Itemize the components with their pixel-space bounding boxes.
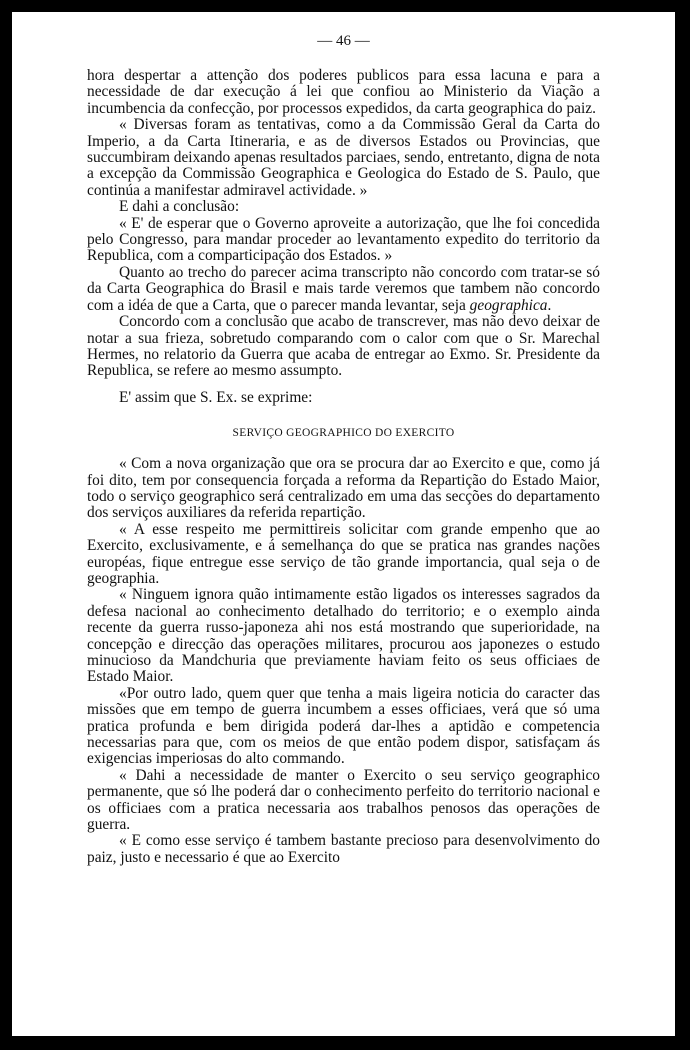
- quote-paragraph: «Por outro lado, quem quer que tenha a mais ligeira noticia do caracter das missões que em tempo de guerra incumbem a esses officiaes, verá que só uma pratica profunda e bem dirigida poderá dar-lhes a aptidão e competencia necessarias para que, com os meios de que então podem dispor, satisfaçam ás exigencias imperiosas do alto commando.: [87, 684, 600, 768]
- page-number: — 46 —: [317, 33, 370, 49]
- emphasis-text: geographica: [469, 296, 548, 314]
- paragraph: « E' de esperar que o Governo aproveite a autorização, que lhe foi concedida pelo Congresso, para mandar proceder ao levantamento expedito do territorio da Republica, com a comparticipação dos Estados. »: [87, 214, 600, 265]
- section-heading: SERVIÇO GEOGRAPHICO DO EXERCITO: [232, 427, 455, 440]
- paragraph: « Diversas foram as tentativas, como a da Commissão Geral da Carta do Imperio, a da Carta Itineraria, e as de diversos Estados ou Provincias, que succumbiram deixando apenas resultados parciaes, sendo, entretanto, digna de nota a excepção da Commissão Geographica e Geologica do Estado de S. Paulo, que continúa a manifestar admiravel actividade. »: [87, 116, 600, 199]
- paragraph-text: Quanto ao trecho do parecer acima transcripto não concordo com tratar-se só da Carta Geographica do Brasil e mais tarde veremos que tambem não concordo com a idéa de que a Carta, que o parecer manda levantar, seja: [87, 263, 600, 314]
- paragraph: E' assim que S. Ex. se exprime:: [119, 388, 313, 406]
- paragraph: hora despertar a attenção dos poderes publicos para essa lacuna e para a necessidade de dar execução á lei que confiou ao Ministerio da Viação a incumbencia da confecção, por processos expedidos, da carta geographica do paiz.: [87, 67, 600, 117]
- quote-paragraph: « Ninguem ignora quão intimamente estão ligados os interesses sagrados da defesa nacional ao conhecimento detalhado do territorio; e o exemplo ainda recente da guerra russo-japoneza ahi nos está mostrando que superioridade, na concepção e direcção das operações militares, procurou aos japonezes o estudo minucioso da Mandchuria que previamente haviam feito os seus officiaes de Estado Maior.: [87, 586, 600, 686]
- paragraph: Concordo com a conclusão que acabo de transcrever, mas não devo deixar de notar a sua frieza, sobretudo comparando com o calor com que o Sr. Marechal Hermes, no relatorio da Guerra que acaba de entregar ao Exmo. Sr. Presidente da Republica, se refere ao mesmo assumpto.: [87, 313, 600, 380]
- quote-paragraph: « A esse respeito me permittireis solicitar com grande empenho que ao Exercito, exclusivamente, e á semelhança do que se pratica nas grandes nações européas, fique entregue esse serviço de tão grande importancia, qual seja o de geographia.: [87, 520, 600, 587]
- paragraph-text: .: [547, 296, 552, 314]
- book-page: [12, 12, 675, 1036]
- paragraph: [87, 265, 600, 314]
- quote-paragraph: « Com a nova organização que ora se procura dar ao Exercito e que, como já foi dito, tem por consequencia forçada a reforma da Repartição do Estado Maior, todo o serviço geographico será centralizado em uma das secções do departamento dos serviços auxiliares da referida repartição.: [87, 455, 600, 522]
- paragraph: E dahi a conclusão:: [119, 198, 240, 216]
- body-text: [87, 68, 600, 866]
- quote-paragraph: « Dahi a necessidade de manter o Exercito o seu serviço geographico permanente, que só lhe poderá dar o conhecimento perfeito do territorio nacional e os officiaes com a pratica necessaria aos trabalhos penosos das operações de guerra.: [87, 766, 600, 834]
- quote-paragraph: « E como esse serviço é tambem bastante precioso para desenvolvimento do paiz, justo e necessario é que ao Exercito: [87, 832, 600, 866]
